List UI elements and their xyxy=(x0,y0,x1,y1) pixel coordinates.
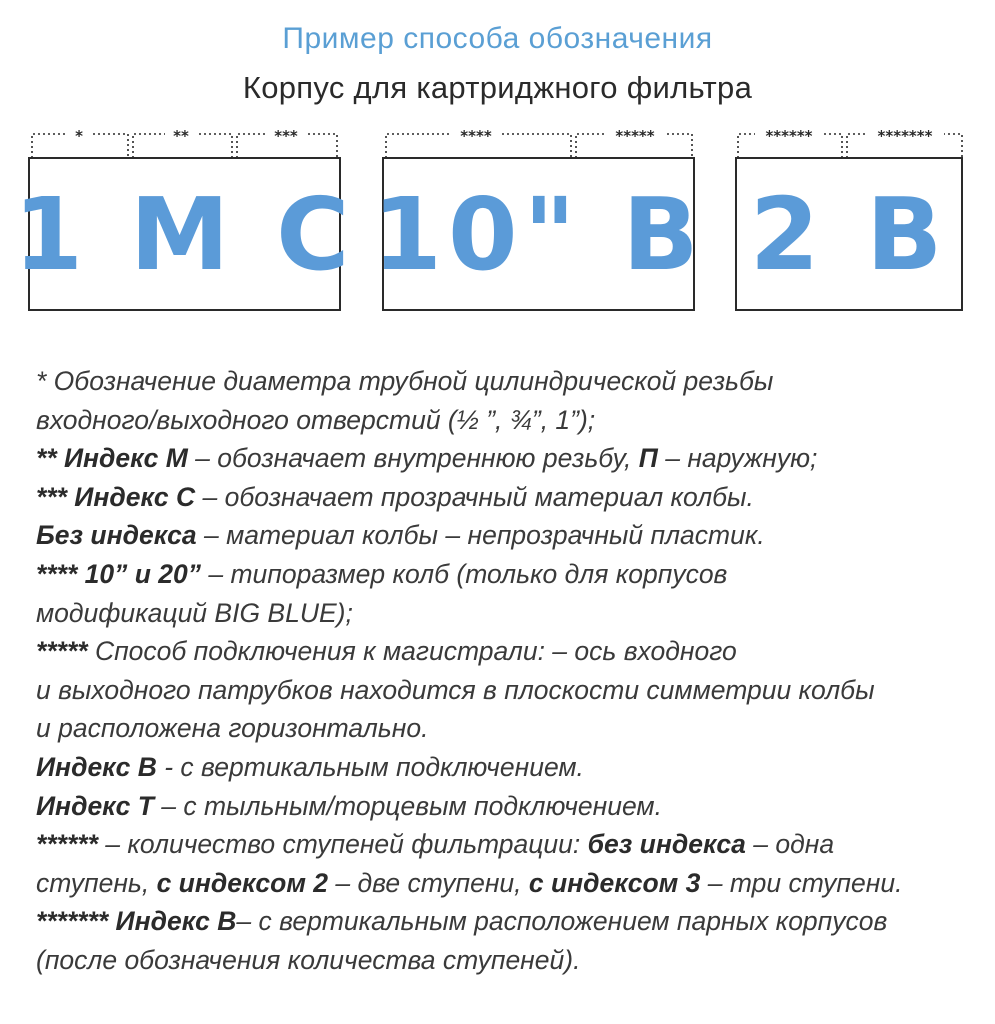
page-title: Пример способа обозначения xyxy=(282,22,713,55)
desc-line: *** Индекс С – обозначает прозрачный материал колбы. xyxy=(36,481,754,512)
desc-line: Индекс В - с вертикальным подключением. xyxy=(36,751,584,782)
desc-line: ****** – количество ступеней фильтрации: без индекса – одна xyxy=(36,829,835,860)
desc-line: (после обозначения количества ступеней). xyxy=(36,944,581,975)
code-box-model-text: 1 M C xyxy=(13,175,356,293)
desc-line: ***** Способ подключения к магистрали: – ось входного xyxy=(36,636,737,667)
bracket-label-2: ** xyxy=(173,127,189,145)
bracket-label-7: ******* xyxy=(877,127,933,145)
desc-line: модификаций BIG BLUE); xyxy=(36,597,353,628)
desc-line: ******* Индекс В– с вертикальным расположением парных корпусов xyxy=(36,906,888,937)
bracket-label-5: ***** xyxy=(615,127,655,145)
desc-line: Без индекса – материал колбы – непрозрачный пластик. xyxy=(36,520,765,551)
code-box-model xyxy=(13,157,356,311)
code-box-stages xyxy=(735,157,963,311)
desc-line: **** 10” и 20” – типоразмер колб (только для корпусов xyxy=(36,558,728,589)
bracket-label-6: ****** xyxy=(765,127,813,145)
code-box-size-text: 10" B xyxy=(372,175,705,293)
desc-line: и выходного патрубков находится в плоскости симметрии колбы xyxy=(36,674,875,705)
bracket-label-3: *** xyxy=(274,127,298,145)
description-block xyxy=(36,362,966,980)
desc-line: Индекс Т – с тыльным/торцевым подключением. xyxy=(36,790,662,821)
desc-line: ступень, с индексом 2 – две ступени, с индексом 3 – три ступени. xyxy=(36,867,903,898)
bracket-label-1: * xyxy=(75,127,83,145)
desc-line: ** Индекс М – обозначает внутреннюю резьбу, П – наружную; xyxy=(36,443,818,474)
bracket-annotations xyxy=(0,122,995,162)
code-box-stages-text: 2 B xyxy=(749,175,949,293)
desc-line: и расположена горизонтально. xyxy=(36,713,429,744)
code-box-size xyxy=(372,157,705,311)
desc-line: * Обозначение диаметра трубной цилиндрической резьбы xyxy=(36,366,774,396)
desc-line: входного/выходного отверстий (½ ”, ¾”, 1”); xyxy=(36,404,596,435)
page-subtitle: Корпус для картриджного фильтра xyxy=(242,70,753,105)
bracket-label-4: **** xyxy=(460,127,492,145)
